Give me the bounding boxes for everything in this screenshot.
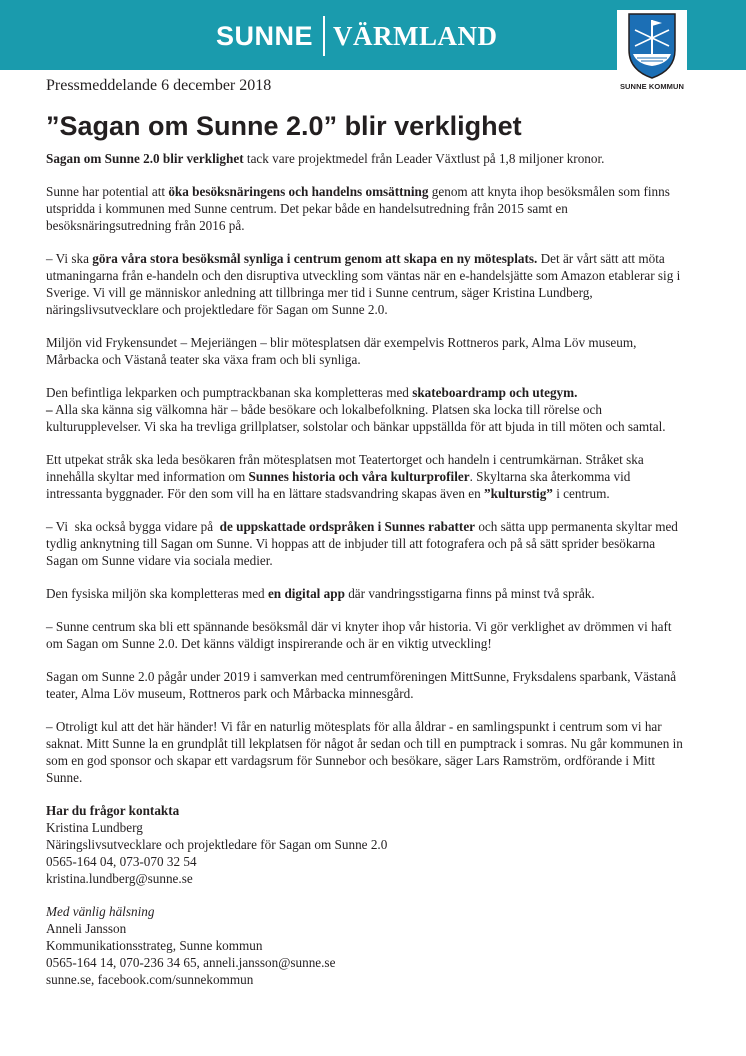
- brand-region: VÄRMLAND: [333, 20, 498, 51]
- signoff-phone-email[interactable]: 0565-164 14, 070-236 34 65, anneli.jansson@sunne.se: [46, 955, 336, 970]
- paragraph-9: – Sunne centrum ska bli ett spännande besöksmål där vi knyter ihop vår historia. Vi gör verklighet av drömmen vi haft om Sagan om Sunne 2.0. Det känns väldigt inspirerande och är en viktig utveckling!: [46, 619, 672, 651]
- paragraph-1: Sagan om Sunne 2.0 blir verklighet tack vare projektmedel från Leader Växtlust på 1,8 miljoner kronor.: [46, 151, 605, 166]
- contact-email[interactable]: kristina.lundberg@sunne.se: [46, 871, 193, 886]
- signoff-role: Kommunikationsstrateg, Sunne kommun: [46, 938, 263, 953]
- signoff-greeting: Med vänlig hälsning: [46, 904, 155, 919]
- paragraph-8: Den fysiska miljön ska kompletteras med en digital app där vandringsstigarna finns på minst två språk.: [46, 586, 595, 601]
- brand-sunne: SUNNE: [216, 20, 314, 51]
- brand-divider: [323, 16, 325, 56]
- signoff-web[interactable]: sunne.se, facebook.com/sunnekommun: [46, 972, 254, 987]
- paragraph-3: – Vi ska göra våra stora besöksmål synliga i centrum genom att skapa en ny mötesplats. Det är vårt sätt att möta utmaningarna från e-handeln och den disruptiva utveckling som väntas när en e-handelsjätte som Amazon etablerar sig i Sverige. Vi vill ge människor anledning att tillbringa mer tid i Sunne centrum, säger Kristina Lundberg, näringslivsutvecklare och projektledare för Sagan om Sunne 2.0.: [46, 251, 681, 317]
- contact-name: Kristina Lundberg: [46, 820, 143, 835]
- press-release-date: Pressmeddelande 6 december 2018: [46, 77, 272, 94]
- article-body: [46, 150, 686, 988]
- paragraph-11: – Otroligt kul att det här händer! Vi får en naturlig mötesplats för alla åldrar - en samlingspunkt i centrum som vi har saknat. Mitt Sunne la en grundplåt till lekplatsen för något år sedan och till en pumptrack i somras. Nu går kommunen in som en god sponsor och skapar ett vardagsrum för Sunnebor och besökare, säger Lars Ramström, ordförande i Mitt Sunne.: [46, 719, 683, 785]
- paragraph-6: Ett utpekat stråk ska leda besökaren från mötesplatsen mot Teatertorget och handeln i centrumkärnan. Stråket ska innehålla skyltar med information om Sunnes historia och våra kulturprofiler. Skyltarna ska återkomma vid intressanta byggnader. För den som vill ha en lättare stadsvandring skapas även en ”kulturstig” i centrum.: [46, 452, 644, 501]
- page-title: ”Sagan om Sunne 2.0” blir verklighet: [46, 111, 522, 141]
- paragraph-2: Sunne har potential att öka besöksnäringens och handelns omsättning genom att knyta ihop besöksmålen som finns utspridda i kommunen med Sunne centrum. Det pekar både en handelsutredning från 2015 samt en besöksnäringsutredning från 2016 på.: [46, 184, 670, 233]
- paragraph-4: Miljön vid Frykensundet – Mejeriängen – blir mötesplatsen där exempelvis Rottneros park, Alma Löv museum, Mårbacka och Västanå teater ska växa fram och bli synliga.: [46, 335, 637, 367]
- crest-icon: [617, 10, 687, 82]
- crest-label: SUNNE KOMMUN: [619, 82, 685, 91]
- contact-role: Näringslivsutvecklare och projektledare för Sagan om Sunne 2.0: [46, 837, 388, 852]
- signoff-name: Anneli Jansson: [46, 921, 127, 936]
- paragraph-5: Den befintliga lekparken och pumptrackbanan ska kompletteras med skateboardramp och utegym. – Alla ska känna sig välkomna här – både besökare och lokalbefolkning. Platsen ska locka till rörelse och kulturupplevelser. Vi ska ha trevliga grillplatser, solstolar och bänkar uppställda för att bjuda in till möten och samtal.: [46, 385, 666, 434]
- paragraph-10: Sagan om Sunne 2.0 pågår under 2019 i samverkan med centrumföreningen MittSunne, Fryksdalens sparbank, Västanå teater, Alma Löv museum, Rottneros park och Mårbacka minnesgård.: [46, 669, 677, 701]
- contact-heading: Har du frågor kontakta: [46, 803, 180, 818]
- paragraph-7: – Vi ska också bygga vidare på de uppskattade ordspråken i Sunnes rabatter och sätta upp permanenta skyltar med tydlig anknytning till Sagan om Sunne. Vi hoppas att de inbjuder till att fotografera och på så sätt sprider besökarna Sagan om Sunne vidare via sociala medier.: [46, 519, 678, 568]
- contact-phone: 0565-164 04, 073-070 32 54: [46, 854, 197, 869]
- brand-logo: [216, 21, 498, 51]
- contact-block: [46, 802, 686, 988]
